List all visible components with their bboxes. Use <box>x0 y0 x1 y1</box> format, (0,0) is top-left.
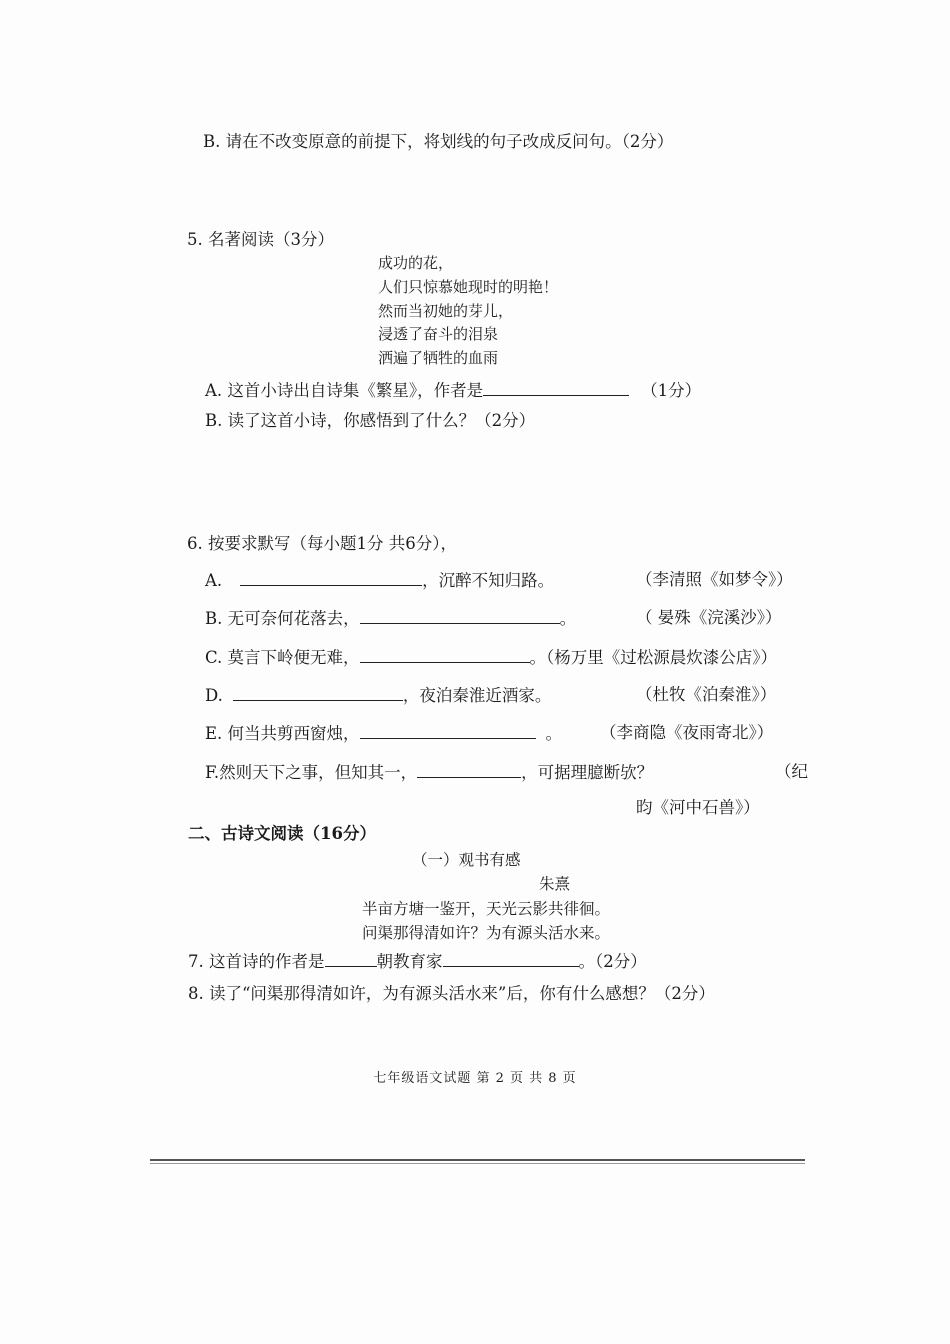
answer-blank-7b[interactable] <box>443 950 579 967</box>
poem-verse-2: 问渠那得清如许？为有源头活水来。 <box>362 924 611 942</box>
poem-line-1: 成功的花， <box>378 254 454 272</box>
answer-blank-5a[interactable] <box>483 379 629 396</box>
answer-blank-6c[interactable] <box>360 646 530 663</box>
question-4b: B. 请在不改变原意的前提下，将划线的句子改成反问句。（2分） <box>203 132 674 151</box>
poem-verse-1: 半亩方塘一鉴开，天光云影共徘徊。 <box>362 900 611 918</box>
question-7-text: 7. 这首诗的作者是 <box>188 952 325 971</box>
section-2-title: 二、古诗文阅读（16分） <box>188 824 376 843</box>
answer-blank-6d[interactable] <box>233 684 403 701</box>
question-6d-text: ，夜泊秦淮近酒家。 <box>402 686 552 705</box>
question-5-title: 5. 名著阅读（3分） <box>187 230 334 249</box>
answer-blank-6a[interactable] <box>240 569 422 586</box>
question-6f-end: ，可据理臆断欤？ <box>521 763 654 782</box>
question-6b-source: （ 晏殊《浣溪沙》） <box>636 608 782 627</box>
bottom-rule-thin <box>150 1163 805 1164</box>
answer-blank-7a[interactable] <box>325 950 377 967</box>
question-6a-label: A. <box>205 571 223 590</box>
question-6f-text: F.然则天下之事，但知其一， <box>205 763 418 782</box>
question-6b <box>205 607 576 630</box>
question-5a-text: A. 这首小诗出自诗集《繁星》，作者是 <box>205 381 484 400</box>
question-6e-source: （李商隐《夜雨寄北》） <box>600 723 774 742</box>
question-6a <box>205 569 554 592</box>
question-6d <box>205 684 551 707</box>
question-5a-score: （1分） <box>641 381 702 400</box>
question-6a-text: ，沉醉不知归路。 <box>422 571 555 590</box>
question-6e-text: E. 何当共剪西窗烛， <box>205 724 360 743</box>
answer-blank-6e[interactable] <box>360 722 536 739</box>
question-8: 8. 读了“问渠那得清如许，为有源头活水来”后，你有什么感想？（2分） <box>188 984 715 1003</box>
question-7-mid: 朝教育家 <box>376 952 443 971</box>
question-6f-source-1: （纪 <box>775 762 808 781</box>
question-7-score: 。（2分） <box>578 952 647 971</box>
poem-line-5: 洒遍了牺牲的血雨 <box>378 349 499 367</box>
poem-title: （一）观书有感 <box>412 851 521 869</box>
question-7 <box>188 950 647 973</box>
question-5b: B. 读了这首小诗，你感悟到了什么？（2分） <box>205 411 536 430</box>
question-6a-source: （李清照《如梦令》） <box>636 570 793 589</box>
question-6-title: 6. 按要求默写（每小题1分 共6分）， <box>187 534 457 553</box>
question-6f <box>205 761 653 784</box>
answer-blank-6f[interactable] <box>417 761 521 778</box>
question-6b-end: 。 <box>559 609 577 628</box>
question-6f-source-2: 昀《河中石兽》） <box>636 798 760 817</box>
answer-blank-6b[interactable] <box>360 607 560 624</box>
question-6c <box>205 646 777 669</box>
page-footer: 七年级语文试题 第 2 页 共 8 页 <box>373 1071 577 1086</box>
question-6c-end: 。（杨万里《过松源晨炊漆公店》） <box>529 648 778 667</box>
bottom-rule <box>150 1159 805 1161</box>
question-6c-text: C. 莫言下岭便无难， <box>205 648 360 667</box>
poem-line-3: 然而当初她的芽儿， <box>378 302 514 320</box>
poem-line-2: 人们只惊慕她现时的明艳！ <box>378 278 559 296</box>
poem-line-4: 浸透了奋斗的泪泉 <box>378 325 499 343</box>
question-6d-label: D. <box>205 686 223 705</box>
question-6d-source: （杜牧《泊秦淮》） <box>636 685 777 704</box>
question-6b-text: B. 无可奈何花落去， <box>205 609 360 628</box>
question-5a <box>205 379 701 402</box>
question-6e <box>205 722 562 745</box>
poem-author: 朱熹 <box>539 875 571 893</box>
question-6e-end: 。 <box>545 724 563 743</box>
